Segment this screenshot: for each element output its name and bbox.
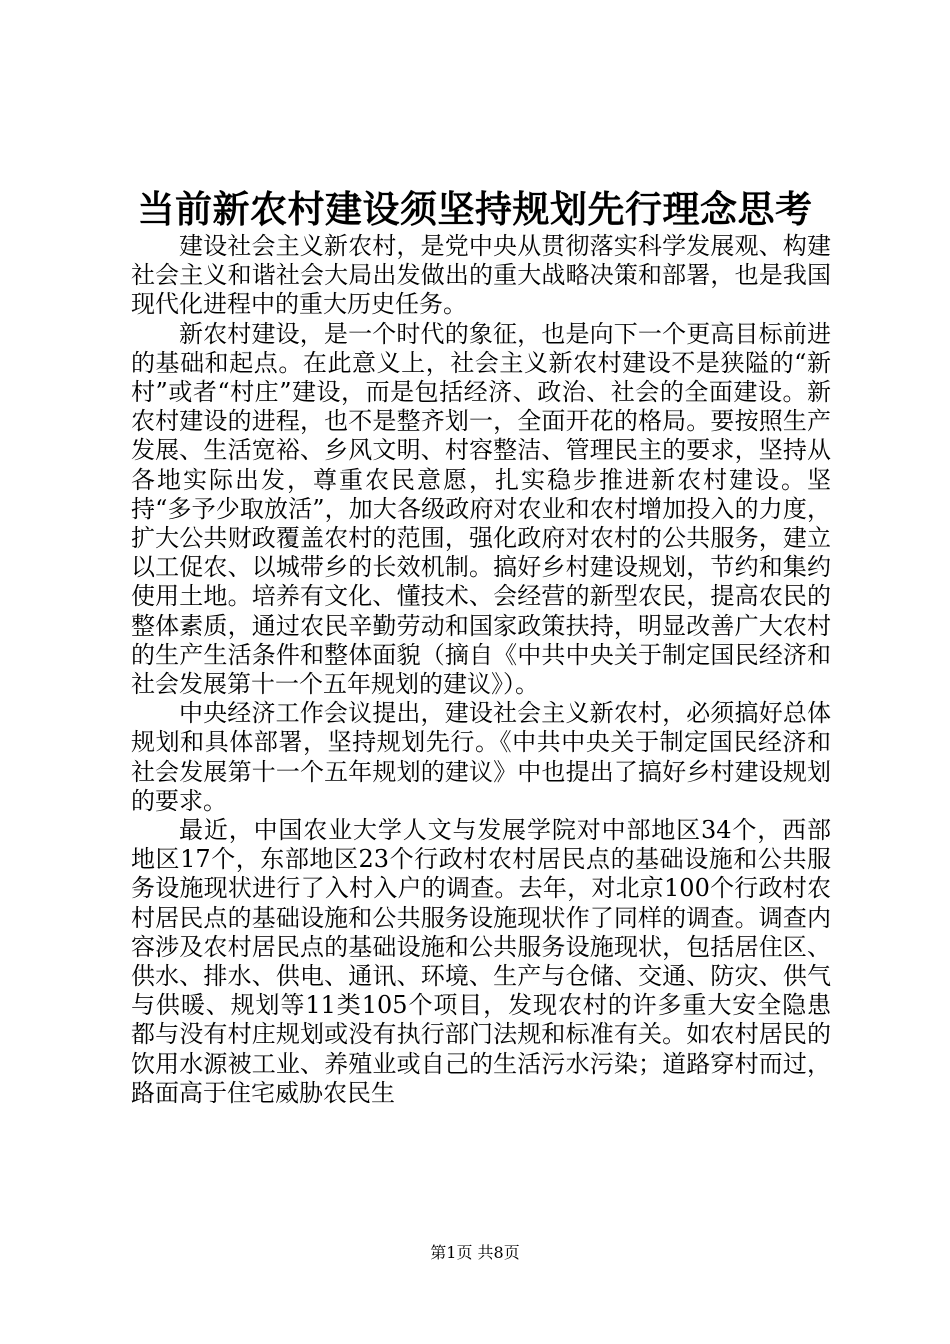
document-title: 当前新农村建设须坚持规划先行理念思考	[137, 187, 813, 231]
paragraph-3: 中央经济工作会议提出，建设社会主义新农村，必须搞好总体规划和具体部署，坚持规划先行。《中共中央关于制定国民经济和社会发展第十一个五年规划的建议》中也提出了搞好乡村建设规划的要求。	[131, 699, 831, 815]
page-number-footer: 第1页 共8页	[430, 1243, 520, 1262]
paragraph-4: 最近，中国农业大学人文与发展学院对中部地区34个，西部地区17个，东部地区23个行政村农村居民点的基础设施和公共服务设施现状进行了入村入户的调查。去年，对北京100个行政村农村居民点的基础设施和公共服务设施现状作了同样的调查。调查内容涉及农村居民点的基础设施和公共服务设施现状，包括居住区、供水、排水、供电、通讯、环境、生产与仓储、交通、防灾、供气与供暖、规划等11类105个项目，发现农村的许多重大安全隐患都与没有村庄规划或没有执行部门法规和标准有关。如农村居民的饮用水源被工业、养殖业或自己的生活污水污染；道路穿村而过，路面高于住宅威胁农民生	[131, 816, 831, 1107]
paragraph-2: 新农村建设，是一个时代的象征，也是向下一个更高目标前进的基础和起点。在此意义上，社会主义新农村建设不是狭隘的“新村”或者“村庄”建设，而是包括经济、政治、社会的全面建设。新农村建设的进程，也不是整齐划一，全面开花的格局。要按照生产发展、生活宽裕、乡风文明、村容整洁、管理民主的要求，坚持从各地实际出发，尊重农民意愿，扎实稳步推进新农村建设。坚持“多予少取放活”，加大各级政府对农业和农村增加投入的力度，扩大公共财政覆盖农村的范围，强化政府对农村的公共服务，建立以工促农、以城带乡的长效机制。搞好乡村建设规划，节约和集约使用土地。培养有文化、懂技术、会经营的新型农民，提高农民的整体素质，通过农民辛勤劳动和国家政策扶持，明显改善广大农村的生产生活条件和整体面貌（摘自《中共中央关于制定国民经济和社会发展第十一个五年规划的建议》）。	[131, 319, 831, 699]
paragraph-1: 建设社会主义新农村，是党中央从贯彻落实科学发展观、构建社会主义和谐社会大局出发做出的重大战略决策和部署，也是我国现代化进程中的重大历史任务。	[131, 232, 831, 319]
document-body	[131, 232, 831, 1108]
